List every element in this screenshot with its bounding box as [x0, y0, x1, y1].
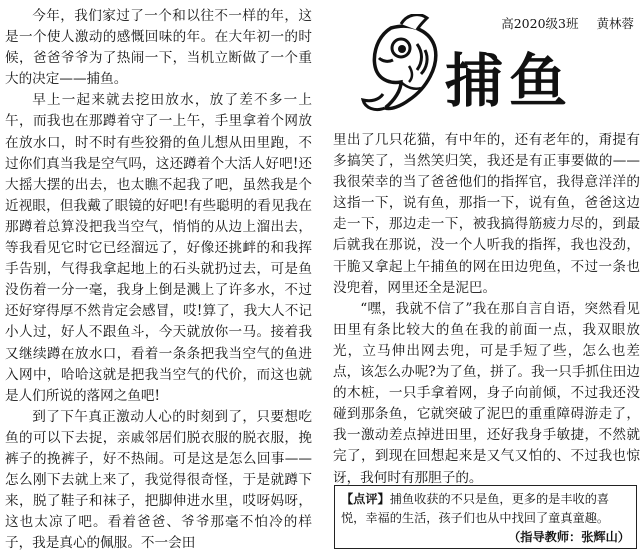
author-name: 黄林蓉 [596, 16, 634, 31]
article-left-column [5, 6, 312, 554]
paragraph-3: 到了下午真正激动人心的时刻到了，只要想吃鱼的可以下去捉，亲戚邻居们脱衣服的脱衣服，挽裤子的挽裤子，好不热闹。可是这是怎么回事——怎么刚下去就上来了，我觉得很奇怪，于是就蹲下来，脱了鞋子和袜子，把脚伸进水里，哎呀妈呀，这也太凉了吧。看着爸爸、爷爷那毫不怕冷的样子，我是真心的佩服。不一会田 [5, 408, 312, 552]
comment-text: 捕鱼收获的不只是鱼，更多的是丰收的喜悦，幸福的生活，孩子们也从中找回了童真童趣。 [341, 492, 610, 525]
paragraph-2: 早上一起来就去挖田放水，放了差不多一上午，而我也在那蹲着守了一上午，手里拿着个网放在放水口，时不时有些狡猾的鱼儿想从田里跑，不过你们真当我是空气吗，这还蹲着个大活人好吧!还大摇大摆的出去，也太瞧不起我了吧，虽然我是个近视眼，但我戴了眼镜的好吧!有些聪明的看见我在那蹲着总算没把我当空气，悄悄的从边上溜出去，等我看见它时它已经溜远了，好像还挑衅的和我挥手告别，气得我拿起地上的石头就扔过去，可是鱼没伤着一分一毫，我身上倒是溅上了许多水，不过还好穿得厚不然肯定会感冒，哎!算了，我大人不记小人过，好人不跟鱼斗，今天就放你一马。接着我又继续蹲在放水口，看着一条条把我当空气的鱼进入网中，哈哈这就是把我当空气的代价，而这也就是人们所说的落网之鱼吧! [5, 92, 312, 404]
article-right-column [333, 130, 640, 489]
article-title: 捕鱼 [445, 47, 574, 115]
comment-tag: 【点评】 [341, 492, 390, 506]
article-header [333, 0, 644, 128]
paragraph-4: 里出了几只花猫，有中年的，还有老年的，甭提有多搞笑了，当然笑归笑，我还是有正事要做的——我很荣幸的当了爸爸他们的指挥官，我得意洋洋的这指一下，说有鱼，那指一下，说有鱼，爸爸这边走一下，那边走一下，被我搞得筋疲力尽的，到最后就我在那说，没一个人听我的指挥，我也没劲，干脆又拿起上午捕鱼的网在田边兜鱼，不过一条也没兜着，网里还全是泥巴。 [333, 132, 640, 296]
teacher-credit: （指导教师：张辉山） [508, 530, 630, 544]
teacher-comment-box [334, 485, 637, 549]
author-class: 高2020级3班 [501, 16, 579, 31]
byline [487, 14, 634, 32]
paragraph-5: “嘿，我就不信了”我在那自言自语，突然看见田里有条比较大的鱼在我的前面一点，我双眼放光，立马伸出网去兜，可是手短了些，怎么也差点，该怎么办呢?为了鱼，拼了。我一只手抓住田边的木桩，一只手拿着网，身子向前倾，不过我还没碰到那条鱼，它就突破了泥巴的重重障碍游走了，我一激动差点掉进田里，还好我身手敏捷，不然就完了，到现在回想起来是又气又怕的、不过我也惊讶，我何时有那胆子的。 [333, 300, 640, 486]
fish-icon [361, 14, 451, 114]
paragraph-1: 今年，我们家过了一个和以往不一样的年，这是一个使人激动的感慨回味的年。在大年初一的时候，爸爸爷爷为了热闹一下，当机立断做了一个重大的决定——捕鱼。 [5, 8, 312, 88]
